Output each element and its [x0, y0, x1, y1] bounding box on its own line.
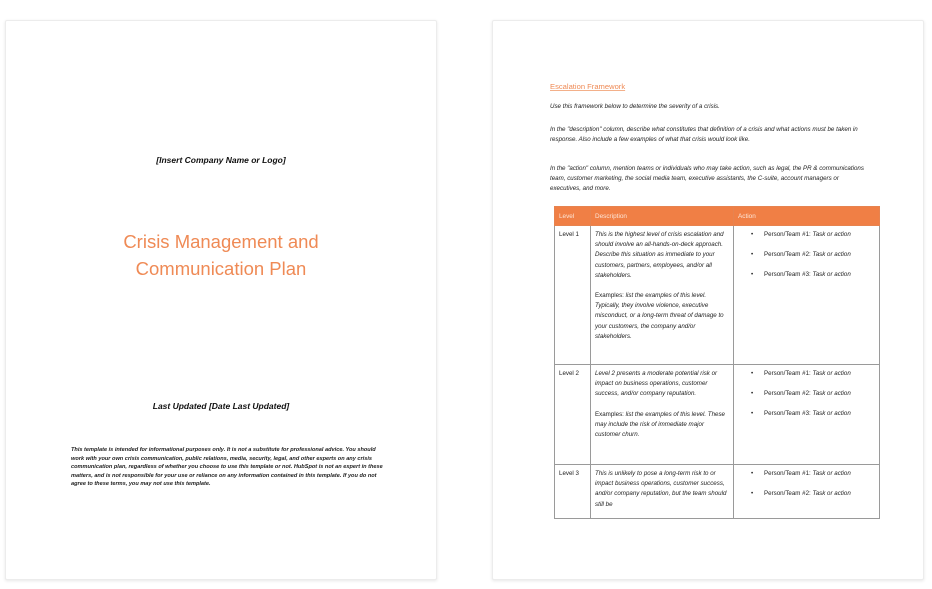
examples-label: Examples:: [595, 292, 626, 300]
company-name-placeholder: [Insert Company Name or Logo]: [156, 155, 286, 165]
action-task: Task or action: [812, 390, 851, 397]
bullet-icon: •: [751, 370, 754, 377]
action-item: [751, 389, 875, 399]
examples: [595, 410, 729, 441]
description-cell: [591, 465, 734, 519]
action-list: [738, 230, 875, 280]
description-text: Level 2 presents a moderate potential risk or impact on business operations, customer success, and/or company reputation.: [595, 370, 718, 398]
table-row: [555, 226, 880, 365]
action-note: In the "action" column, mention teams or individuals who may take action, such as legal, the PR & communications team, customer marketing, the social media team, executive assistants, the C-suite, account managers or executives, and more.: [550, 165, 864, 192]
description-note: In the "description" column, describe what constitutes that definition of a crisis and what actions must be taken in response. Also include a few examples of what that crisis would look like.: [550, 126, 858, 143]
action-cell: [734, 465, 880, 519]
level-cell: Level 1: [555, 226, 591, 365]
description-text: This is the highest level of crisis escalation and should involve an all-hands-on-deck approach. Describe this situation as immediate to your customers, partners, employees, and/or all stakeholders.: [595, 231, 724, 279]
disclaimer: This template is intended for informational purposes only. It is not a substitute for professional advice. You should work with your own crisis communication, public relations, media, security, legal, and other experts on any crisis communication plan, regardless of whether you choose to use this template or not. HubSpot is not an expert in these matters, and is not responsible for your use or reliance on any information contained in this template. If you do not agree to these terms, you may not use this template.: [71, 447, 383, 488]
header-action: Action: [734, 207, 880, 226]
title-line-1: Crisis Management and: [123, 231, 319, 252]
bullet-icon: •: [751, 410, 754, 417]
bullet-icon: •: [751, 390, 754, 397]
section-title: Escalation Framework: [550, 82, 626, 91]
intro-text: Use this framework below to determine the severity of a crisis.: [550, 103, 720, 110]
action-cell: [734, 365, 880, 465]
action-item: [751, 270, 875, 280]
action-task: Task or action: [812, 470, 851, 477]
description-cell: [591, 365, 734, 465]
action-task: Task or action: [812, 251, 851, 258]
framework-page: [492, 20, 924, 580]
action-item: [751, 409, 875, 419]
bullet-icon: •: [751, 271, 754, 278]
table-row: [555, 365, 880, 465]
action-who: Person/Team #1:: [764, 231, 813, 238]
action-item: [751, 489, 875, 499]
action-who: Person/Team #2:: [764, 490, 813, 497]
last-updated: Last Updated [Date Last Updated]: [152, 401, 290, 411]
escalation-table: [554, 206, 880, 519]
action-task: Task or action: [812, 271, 851, 278]
action-task: Task or action: [812, 410, 851, 417]
action-item: [751, 250, 875, 260]
action-who: Person/Team #3:: [764, 271, 813, 278]
description-text: This is unlikely to pose a long-term risk to or impact business operations, customer success, and/or company reputation, but the team should still be: [595, 470, 727, 508]
action-list: [738, 369, 875, 419]
examples-label: Examples:: [595, 410, 626, 418]
action-task: Task or action: [812, 231, 851, 238]
level-cell: Level 2: [555, 365, 591, 465]
level-cell: Level 3: [555, 465, 591, 519]
action-who: Person/Team #1:: [764, 470, 813, 477]
examples: [595, 291, 729, 342]
table-header-row: [555, 207, 880, 226]
action-list: [738, 469, 875, 499]
bullet-icon: •: [751, 470, 754, 477]
action-item: [751, 469, 875, 479]
header-level: Level: [555, 207, 591, 226]
title-line-2: Communication Plan: [135, 258, 307, 279]
examples-text: list the examples of this level. These may include the risk of immediate major customer churn.: [595, 410, 725, 439]
table-row: [555, 465, 880, 519]
description-cell: [591, 226, 734, 365]
bullet-icon: •: [751, 231, 754, 238]
action-who: Person/Team #3:: [764, 410, 813, 417]
action-item: [751, 230, 875, 240]
action-who: Person/Team #2:: [764, 390, 813, 397]
cover-page: [5, 20, 437, 580]
document-title: [6, 228, 436, 282]
action-who: Person/Team #1:: [764, 370, 813, 377]
action-cell: [734, 226, 880, 365]
header-description: Description: [591, 207, 734, 226]
action-who: Person/Team #2:: [764, 251, 813, 258]
action-task: Task or action: [812, 370, 851, 377]
action-task: Task or action: [812, 490, 851, 497]
bullet-icon: •: [751, 490, 754, 497]
examples-text: list the examples of this level. Typically, they involve violence, executive misconduct, or a long-term threat of damage to your customers, the company and/or stakeholders.: [595, 292, 724, 340]
action-item: [751, 369, 875, 379]
bullet-icon: •: [751, 251, 754, 258]
